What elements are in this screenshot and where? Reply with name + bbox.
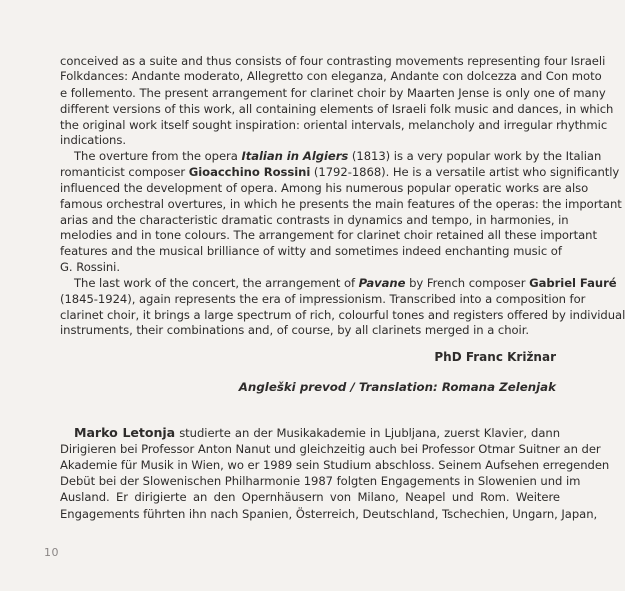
text-line [60, 165, 620, 180]
text-line: Debüt bei der Slowenischen Philharmonie 1987 folgten Engagements in Slowenien und im [60, 474, 581, 488]
translation-credit: Angleški prevod / Translation: Romana Zelenjak [238, 380, 556, 394]
text-line: Dirigieren bei Professor Anton Nanut und gleichzeitig auch bei Professor Otmar Suitner an der [60, 442, 601, 456]
text-line [74, 425, 560, 441]
text-run: by French composer [405, 276, 530, 290]
composer-name: Gabriel Fauré [529, 276, 617, 290]
text-line [74, 276, 617, 291]
composer-name: Gioacchino Rossini [188, 165, 311, 179]
text-run: The overture from the opera [74, 149, 242, 163]
text-line: e follemento. The present arrangement for clarinet choir by Maarten Jense is only one of many [60, 86, 606, 100]
text-run: studierte an der Musikakademie in Ljubljana, zuerst Klavier, dann [175, 426, 560, 440]
author-signature: PhD Franc Križnar [434, 350, 556, 364]
text-run: (1813) is a very popular work by the Italian [348, 149, 602, 163]
page-number: 10 [44, 546, 59, 559]
text-line: Engagements führten ihn nach Spanien, Österreich, Deutschland, Tschechien, Ungarn, Japan, [60, 507, 598, 521]
text-line: arias and the characteristic dramatic contrasts in dynamics and tempo, in harmonies, in [60, 213, 569, 227]
text-line: clarinet choir, it brings a large spectrum of rich, colourful tones and registers offered by individual [60, 308, 625, 322]
text-line: Akademie für Musik in Wien, wo er 1989 sein Studium abschloss. Seinem Aufsehen erregenden [60, 458, 610, 472]
text-line: G. Rossini. [60, 260, 120, 274]
conductor-name: Marko Letonja [74, 425, 176, 440]
text-line: Folkdances: Andante moderato, Allegretto con eleganza, Andante con dolcezza and Con moto [60, 69, 602, 83]
text-line: the original work itself sought inspiration: oriental intervals, melancholy and irregular rhythmic [60, 118, 608, 132]
text-run: romanticist composer [60, 165, 189, 179]
text-line [74, 149, 602, 164]
work-title: Italian in Algiers [241, 149, 349, 163]
text-line: indications. [60, 133, 126, 147]
text-line: different versions of this work, all containing elements of Israeli folk music and dances, in which [60, 102, 614, 116]
text-line: melodies and in tone colours. The arrangement for clarinet choir retained all these important [60, 228, 597, 242]
text-line: instruments, their combinations and, of course, by all clarinets merged in a choir. [60, 323, 530, 337]
text-line: famous orchestral overtures, in which he presents the main features of the operas: the important [60, 197, 622, 211]
work-title: Pavane [358, 276, 406, 290]
text-line: influenced the development of opera. Among his numerous popular operatic works are also [60, 181, 589, 195]
text-run: The last work of the concert, the arrangement of [74, 276, 359, 290]
text-run: (1792-1868). He is a versatile artist who significantly [310, 165, 620, 179]
text-line: conceived as a suite and thus consists of four contrasting movements representing four Israeli [60, 54, 606, 68]
text-line: features and the musical brilliance of witty and sometimes indeed enchanting music of [60, 244, 562, 258]
text-line: Ausland. Er dirigierte an den Opernhäusern von Milano, Neapel und Rom. Weitere [60, 490, 560, 504]
text-line: (1845-1924), again represents the era of impressionism. Transcribed into a composition for [60, 292, 586, 306]
